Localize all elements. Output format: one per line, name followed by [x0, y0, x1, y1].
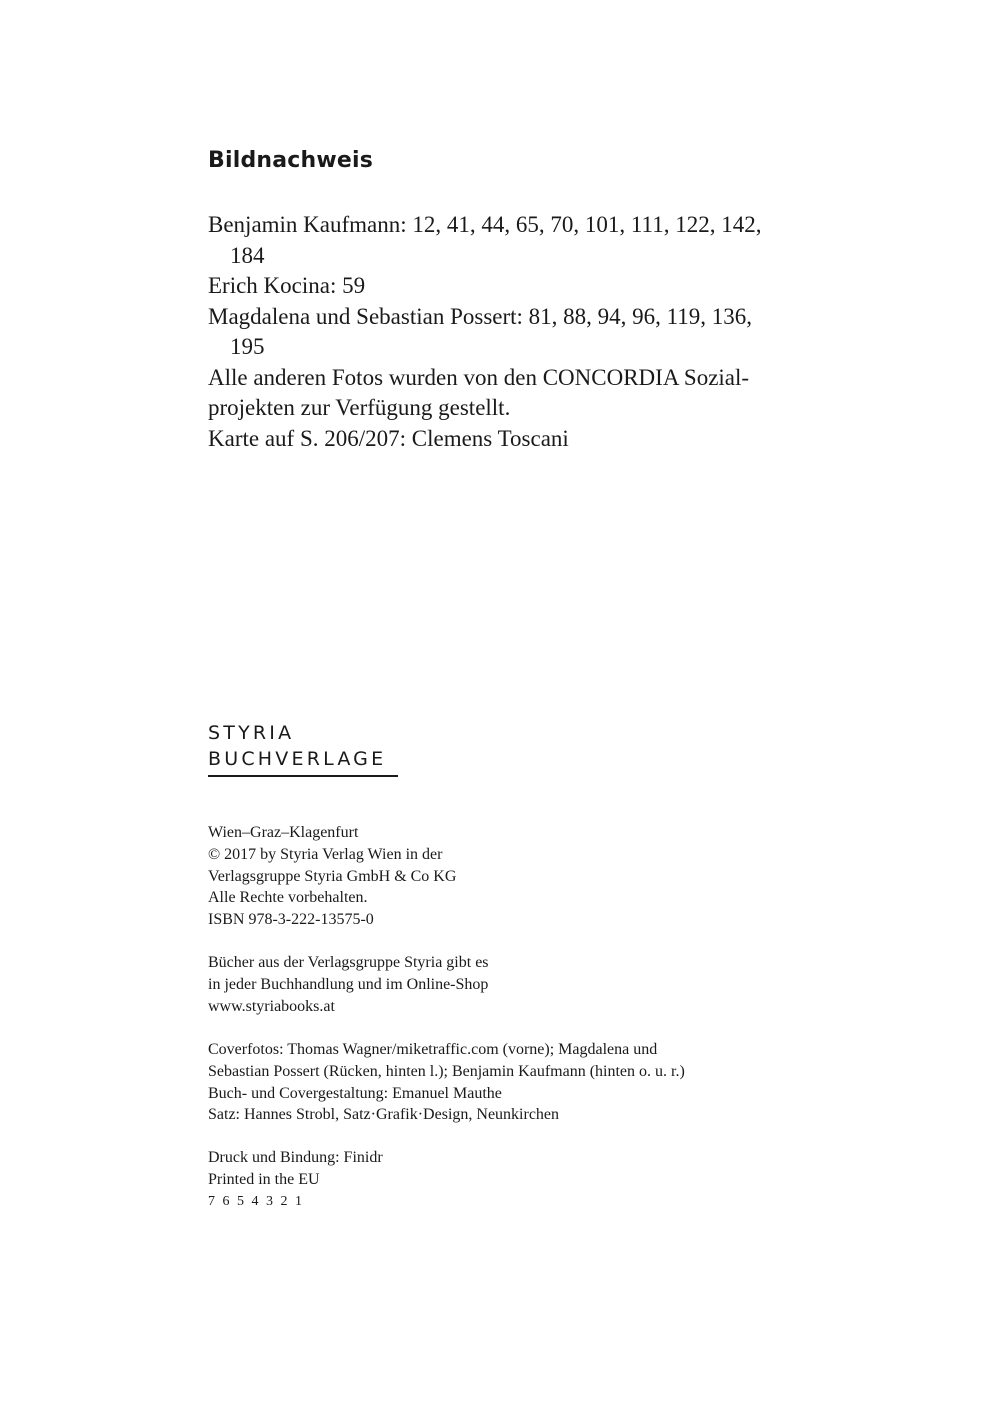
imprint-line: © 2017 by Styria Verlag Wien in der [208, 845, 443, 863]
imprint-line: Wien–Graz–Klagenfurt [208, 824, 359, 841]
page-title: Bildnachweis [208, 148, 374, 173]
imprint-line: Verlagsgruppe Styria GmbH & Co KG [208, 867, 457, 885]
logo-text-line1: STYRIA [208, 722, 295, 744]
publisher-logo [208, 720, 398, 777]
credit-line: Alle anderen Fotos wurden von den CONCORDIA Sozial- [208, 364, 750, 390]
imprint-line: Druck und Bindung: Finidr [208, 1149, 383, 1166]
print-run-numbers: 7 6 5 4 3 2 1 [208, 1193, 304, 1209]
logo-underline [208, 775, 398, 777]
credit-line: Magdalena und Sebastian Possert: 81, 88, 94, 96, 119, 136, [208, 303, 753, 329]
website-url: www.styriabooks.at [208, 997, 335, 1015]
imprint-line: Sebastian Possert (Rücken, hinten l.); Benjamin Kaufmann (hinten o. u. r.) [208, 1062, 685, 1080]
credit-line-continuation: 184 [230, 242, 265, 268]
imprint-line: Printed in the EU [208, 1170, 320, 1188]
imprint-line: Satz: Hannes Strobl, Satz·Grafik·Design, Neunkirchen [208, 1106, 560, 1124]
imprint-design-credits-block [208, 1039, 828, 1126]
logo-text-line2: BUCHVERLAGE [208, 748, 387, 770]
credit-line-continuation: 195 [230, 334, 265, 359]
credit-line: projekten zur Verfügung gestellt. [208, 395, 511, 420]
photo-credits [208, 210, 808, 454]
imprint-line: Bücher aus der Verlagsgruppe Styria gibt es [208, 954, 489, 971]
imprint-line: Alle Rechte vorbehalten. [208, 889, 368, 907]
credit-line: Erich Kocina: 59 [208, 273, 366, 298]
credit-line: Benjamin Kaufmann: 12, 41, 44, 65, 70, 101, 111, 122, 142, [208, 212, 762, 237]
imprint-line: Coverfotos: Thomas Wagner/miketraffic.com (vorne); Magdalena und [208, 1041, 658, 1058]
imprint-publisher-block [208, 822, 828, 931]
imprint-printing-block [208, 1147, 828, 1212]
credit-line: Karte auf S. 206/207: Clemens Toscani [208, 425, 569, 451]
isbn: ISBN 978-3-222-13575-0 [208, 911, 374, 929]
imprint-line: Buch- und Covergestaltung: Emanuel Mauthe [208, 1084, 502, 1102]
imprint-availability-block [208, 952, 828, 1017]
imprint-line: in jeder Buchhandlung und im Online-Shop [208, 975, 489, 993]
